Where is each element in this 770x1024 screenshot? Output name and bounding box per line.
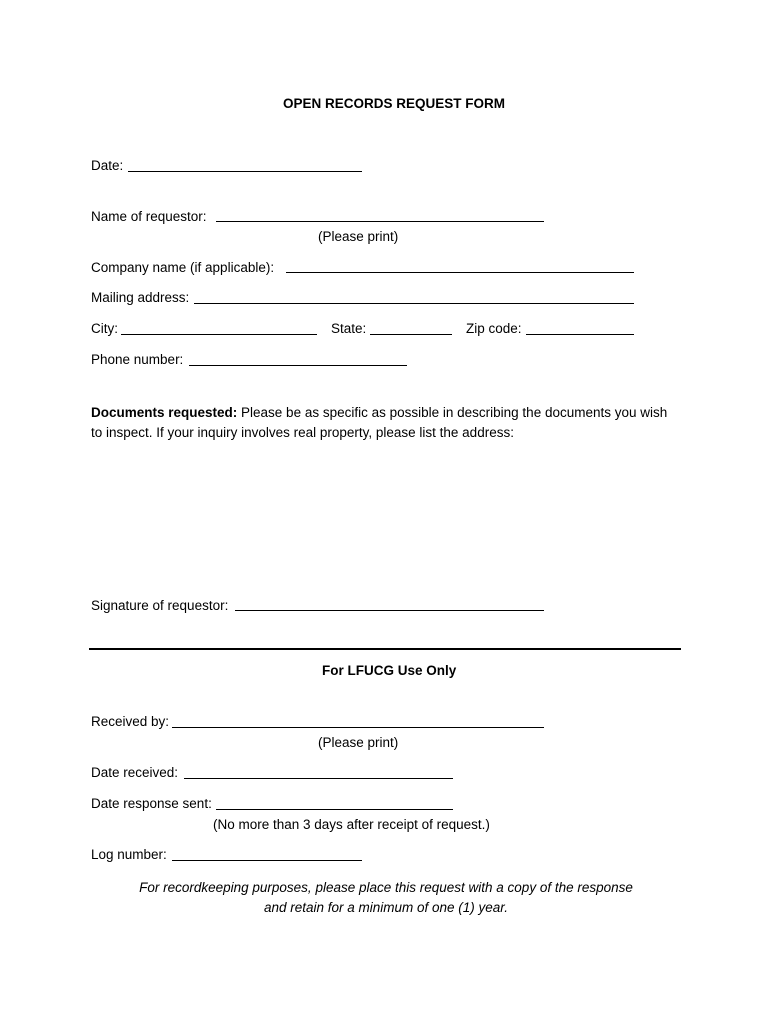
date-label: Date: (91, 158, 124, 173)
documents-requested-instructions: Please be as specific as possible in describing the documents you wish to inspect. If your inquiry involves real property, please list the address: (91, 405, 668, 440)
office-use-heading: For LFUCG Use Only (322, 663, 457, 678)
phone-field[interactable] (189, 365, 407, 366)
company-field[interactable] (286, 272, 634, 273)
recordkeeping-note-line-2: and retain for a minimum of one (1) year. (263, 900, 509, 915)
city-label: City: (91, 321, 118, 336)
date-response-field[interactable] (216, 809, 453, 810)
response-deadline-note: (No more than 3 days after receipt of request.) (213, 817, 490, 832)
signature-label: Signature of requestor: (91, 598, 229, 613)
page-title: OPEN RECORDS REQUEST FORM (283, 96, 506, 111)
received-by-field[interactable] (172, 727, 544, 728)
log-number-label: Log number: (91, 847, 167, 862)
documents-requested-heading: Documents requested: (91, 405, 238, 420)
date-received-label: Date received: (91, 765, 179, 780)
section-divider (89, 648, 681, 650)
received-by-print-hint: (Please print) (318, 735, 399, 750)
please-print-hint: (Please print) (318, 229, 399, 244)
zip-label: Zip code: (466, 321, 522, 336)
date-field[interactable] (128, 171, 362, 172)
city-field[interactable] (121, 334, 317, 335)
zip-field[interactable] (526, 334, 634, 335)
documents-requested-text (91, 403, 681, 443)
company-label: Company name (if applicable): (91, 260, 275, 275)
phone-label: Phone number: (91, 352, 184, 367)
recordkeeping-note (91, 878, 681, 918)
received-by-label: Received by: (91, 714, 170, 729)
date-response-label: Date response sent: (91, 796, 212, 811)
signature-field[interactable] (235, 610, 544, 611)
mailing-label: Mailing address: (91, 290, 190, 305)
state-label: State: (331, 321, 367, 336)
mailing-field[interactable] (194, 303, 634, 304)
date-received-field[interactable] (184, 778, 453, 779)
recordkeeping-note-line-1: For recordkeeping purposes, please place this request with a copy of the response (139, 880, 633, 895)
name-field[interactable] (216, 221, 544, 222)
name-label: Name of requestor: (91, 209, 207, 224)
log-number-field[interactable] (172, 860, 362, 861)
state-field[interactable] (370, 334, 452, 335)
